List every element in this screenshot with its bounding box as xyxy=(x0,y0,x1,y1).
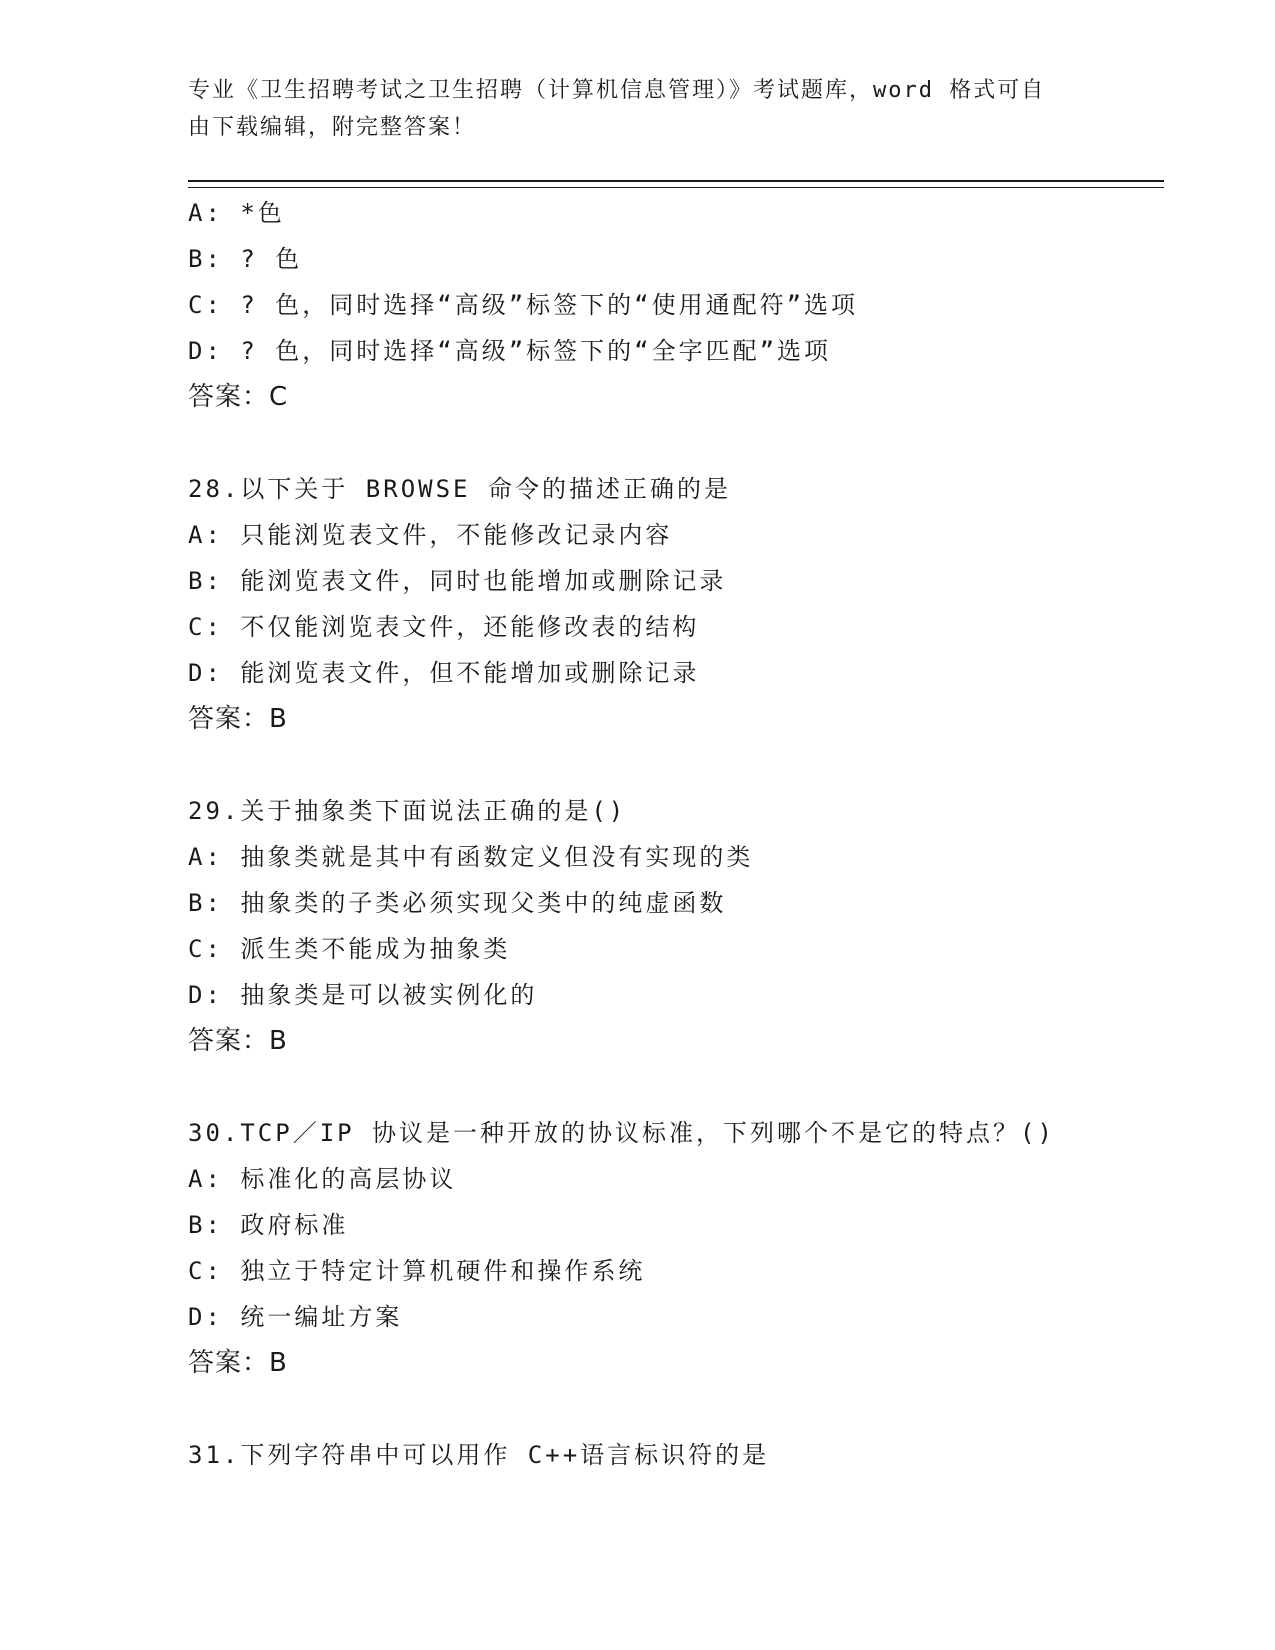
question-title: 31.下列字符串中可以用作 C++语言标识符的是 xyxy=(188,1441,770,1469)
spacer xyxy=(188,1064,1164,1110)
question-30 xyxy=(188,1110,1164,1386)
answer-text: 答案：B xyxy=(188,704,288,734)
question-28 xyxy=(188,466,1164,742)
option-d: D: 抽象类是可以被实例化的 xyxy=(188,981,538,1009)
option-c: C: 独立于特定计算机硬件和操作系统 xyxy=(188,1257,646,1285)
spacer xyxy=(188,420,1164,466)
option-a: A: 只能浏览表文件，不能修改记录内容 xyxy=(188,521,673,549)
option-c: C: 派生类不能成为抽象类 xyxy=(188,935,511,963)
option-c: C: 不仅能浏览表文件，还能修改表的结构 xyxy=(188,613,700,641)
option-b: B: 政府标准 xyxy=(188,1211,349,1239)
question-title: 29.关于抽象类下面说法正确的是() xyxy=(188,797,627,825)
option-c: C: ? 色，同时选择“高级”标签下的“使用通配符”选项 xyxy=(188,291,859,319)
spacer xyxy=(188,742,1164,788)
option-d: D: ? 色，同时选择“高级”标签下的“全字匹配”选项 xyxy=(188,337,832,365)
option-a: A: 标准化的高层协议 xyxy=(188,1165,457,1193)
partial-question xyxy=(188,190,1164,420)
question-31 xyxy=(188,1432,1164,1478)
question-content xyxy=(188,190,1164,1478)
question-title: 30.TCP／IP 协议是一种开放的协议标准，下列哪个不是它的特点？() xyxy=(188,1119,1055,1147)
header-line-2: 由下载编辑，附完整答案！ xyxy=(188,115,477,140)
header-line-1: 专业《卫生招聘考试之卫生招聘（计算机信息管理）》考试题库，word 格式可自 xyxy=(188,78,1046,103)
option-d: D: 统一编址方案 xyxy=(188,1303,403,1331)
option-b: B: ? 色 xyxy=(188,245,303,273)
document-header xyxy=(188,72,1088,146)
header-divider xyxy=(188,180,1164,188)
answer-text: 答案：B xyxy=(188,1348,288,1378)
option-d: D: 能浏览表文件，但不能增加或删除记录 xyxy=(188,659,700,687)
option-a: A: 抽象类就是其中有函数定义但没有实现的类 xyxy=(188,843,754,871)
question-29 xyxy=(188,788,1164,1064)
option-b: B: 能浏览表文件，同时也能增加或删除记录 xyxy=(188,567,727,595)
option-a: A: *色 xyxy=(188,199,285,227)
option-b: B: 抽象类的子类必须实现父类中的纯虚函数 xyxy=(188,889,727,917)
question-title: 28.以下关于 BROWSE 命令的描述正确的是 xyxy=(188,475,731,503)
spacer xyxy=(188,1386,1164,1432)
answer-text: 答案：C xyxy=(188,382,289,412)
answer-text: 答案：B xyxy=(188,1026,288,1056)
